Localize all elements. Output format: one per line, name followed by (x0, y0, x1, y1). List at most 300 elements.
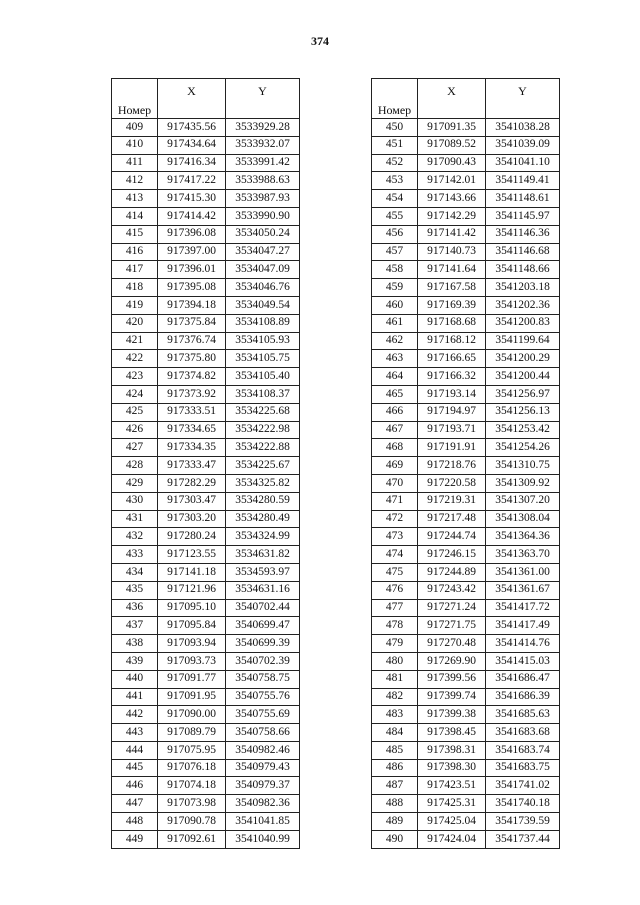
cell-y: 3533987.93 (226, 190, 300, 208)
cell-y: 3534225.68 (226, 403, 300, 421)
cell-y: 3534631.82 (226, 546, 300, 564)
cell-number: 456 (372, 225, 418, 243)
table-row (112, 225, 300, 243)
cell-number: 420 (112, 314, 158, 332)
cell-x: 917414.42 (158, 207, 226, 225)
table-row (372, 385, 560, 403)
cell-number: 441 (112, 688, 158, 706)
cell-x: 917166.65 (418, 350, 486, 368)
cell-number: 427 (112, 439, 158, 457)
cell-x: 917168.12 (418, 332, 486, 350)
cell-y: 3533991.42 (226, 154, 300, 172)
cell-y: 3541039.09 (486, 136, 560, 154)
table-row (112, 403, 300, 421)
table-row (372, 830, 560, 848)
cell-number: 411 (112, 154, 158, 172)
cell-number: 463 (372, 350, 418, 368)
cell-x: 917075.95 (158, 741, 226, 759)
cell-number: 471 (372, 492, 418, 510)
cell-x: 917193.14 (418, 385, 486, 403)
cell-number: 484 (372, 724, 418, 742)
table-row (372, 119, 560, 137)
cell-x: 917375.84 (158, 314, 226, 332)
table-row (372, 581, 560, 599)
table-row (112, 581, 300, 599)
table-row (372, 243, 560, 261)
cell-x: 917093.94 (158, 635, 226, 653)
cell-x: 917091.77 (158, 670, 226, 688)
cell-number: 442 (112, 706, 158, 724)
cell-number: 440 (112, 670, 158, 688)
cell-x: 917121.96 (158, 581, 226, 599)
table-row (372, 474, 560, 492)
cell-number: 461 (372, 314, 418, 332)
cell-x: 917193.71 (418, 421, 486, 439)
cell-x: 917091.95 (158, 688, 226, 706)
cell-number: 450 (372, 119, 418, 137)
cell-x: 917399.56 (418, 670, 486, 688)
cell-y: 3541683.75 (486, 759, 560, 777)
cell-y: 3540702.39 (226, 652, 300, 670)
cell-y: 3534108.37 (226, 385, 300, 403)
cell-x: 917141.42 (418, 225, 486, 243)
cell-number: 445 (112, 759, 158, 777)
table-row (112, 759, 300, 777)
cell-x: 917269.90 (418, 652, 486, 670)
cell-x: 917140.73 (418, 243, 486, 261)
cell-x: 917280.24 (158, 528, 226, 546)
cell-x: 917271.75 (418, 617, 486, 635)
cell-number: 423 (112, 368, 158, 386)
coordinates-table-right (371, 78, 560, 849)
cell-x: 917396.08 (158, 225, 226, 243)
cell-y: 3541041.10 (486, 154, 560, 172)
cell-y: 3541310.75 (486, 457, 560, 475)
cell-number: 472 (372, 510, 418, 528)
cell-y: 3541363.70 (486, 546, 560, 564)
cell-number: 421 (112, 332, 158, 350)
table-row (112, 724, 300, 742)
cell-x: 917191.91 (418, 439, 486, 457)
cell-y: 3534047.09 (226, 261, 300, 279)
table-row (112, 474, 300, 492)
table-row (112, 368, 300, 386)
cell-number: 431 (112, 510, 158, 528)
cell-x: 917282.29 (158, 474, 226, 492)
cell-y: 3541683.74 (486, 741, 560, 759)
table-row (372, 759, 560, 777)
table-row (372, 724, 560, 742)
cell-y: 3541741.02 (486, 777, 560, 795)
cell-x: 917166.32 (418, 368, 486, 386)
table-row (112, 777, 300, 795)
table-header-row (372, 79, 560, 119)
cell-number: 473 (372, 528, 418, 546)
cell-x: 917376.74 (158, 332, 226, 350)
table-row (372, 510, 560, 528)
cell-number: 425 (112, 403, 158, 421)
cell-number: 451 (372, 136, 418, 154)
cell-y: 3534631.16 (226, 581, 300, 599)
table-row (112, 492, 300, 510)
table-row (112, 546, 300, 564)
cell-number: 462 (372, 332, 418, 350)
table-row (372, 652, 560, 670)
cell-y: 3534105.93 (226, 332, 300, 350)
cell-x: 917398.31 (418, 741, 486, 759)
cell-number: 489 (372, 813, 418, 831)
cell-number: 433 (112, 546, 158, 564)
table-row (372, 332, 560, 350)
cell-y: 3541200.44 (486, 368, 560, 386)
cell-y: 3534324.99 (226, 528, 300, 546)
cell-x: 917074.18 (158, 777, 226, 795)
cell-number: 458 (372, 261, 418, 279)
cell-x: 917415.30 (158, 190, 226, 208)
cell-y: 3541417.72 (486, 599, 560, 617)
table-row (112, 119, 300, 137)
cell-x: 917425.31 (418, 795, 486, 813)
table-row (372, 670, 560, 688)
cell-y: 3534049.54 (226, 296, 300, 314)
column-header-number: Номер (112, 79, 158, 119)
cell-x: 917090.78 (158, 813, 226, 831)
table-row (372, 207, 560, 225)
cell-y: 3541146.36 (486, 225, 560, 243)
cell-y: 3541256.97 (486, 385, 560, 403)
table-row (372, 528, 560, 546)
table-row (372, 421, 560, 439)
cell-y: 3534280.49 (226, 510, 300, 528)
cell-y: 3541203.18 (486, 279, 560, 297)
cell-number: 485 (372, 741, 418, 759)
cell-x: 917424.04 (418, 830, 486, 848)
cell-y: 3541685.63 (486, 706, 560, 724)
table-row (372, 154, 560, 172)
cell-y: 3541740.18 (486, 795, 560, 813)
cell-y: 3540758.66 (226, 724, 300, 742)
table-row (112, 457, 300, 475)
cell-y: 3533990.90 (226, 207, 300, 225)
cell-x: 917092.61 (158, 830, 226, 848)
cell-y: 3541737.44 (486, 830, 560, 848)
table-row (372, 190, 560, 208)
cell-y: 3541148.61 (486, 190, 560, 208)
cell-x: 917375.80 (158, 350, 226, 368)
cell-y: 3541686.47 (486, 670, 560, 688)
table-row (372, 261, 560, 279)
cell-y: 3534046.76 (226, 279, 300, 297)
cell-number: 409 (112, 119, 158, 137)
cell-x: 917095.84 (158, 617, 226, 635)
cell-x: 917398.30 (418, 759, 486, 777)
cell-x: 917244.74 (418, 528, 486, 546)
cell-number: 457 (372, 243, 418, 261)
cell-number: 438 (112, 635, 158, 653)
cell-number: 434 (112, 563, 158, 581)
table-row (372, 777, 560, 795)
cell-y: 3534105.75 (226, 350, 300, 368)
cell-number: 453 (372, 172, 418, 190)
cell-number: 413 (112, 190, 158, 208)
cell-y: 3540699.39 (226, 635, 300, 653)
table-row (112, 279, 300, 297)
table-row (112, 190, 300, 208)
cell-y: 3541309.92 (486, 474, 560, 492)
cell-x: 917270.48 (418, 635, 486, 653)
cell-number: 416 (112, 243, 158, 261)
cell-y: 3541145.97 (486, 207, 560, 225)
cell-y: 3533988.63 (226, 172, 300, 190)
table-row (112, 706, 300, 724)
cell-number: 467 (372, 421, 418, 439)
cell-y: 3541307.20 (486, 492, 560, 510)
table-row (372, 617, 560, 635)
cell-x: 917417.22 (158, 172, 226, 190)
cell-number: 480 (372, 652, 418, 670)
table-row (112, 172, 300, 190)
cell-x: 917394.18 (158, 296, 226, 314)
cell-y: 3533929.28 (226, 119, 300, 137)
cell-number: 468 (372, 439, 418, 457)
cell-x: 917217.48 (418, 510, 486, 528)
table-row (112, 813, 300, 831)
cell-number: 444 (112, 741, 158, 759)
table-row (112, 207, 300, 225)
cell-x: 917143.66 (418, 190, 486, 208)
cell-y: 3534280.59 (226, 492, 300, 510)
cell-x: 917169.39 (418, 296, 486, 314)
cell-y: 3540982.46 (226, 741, 300, 759)
cell-x: 917073.98 (158, 795, 226, 813)
cell-number: 412 (112, 172, 158, 190)
table-row (112, 243, 300, 261)
cell-x: 917244.89 (418, 563, 486, 581)
cell-number: 436 (112, 599, 158, 617)
column-header-x: X (158, 79, 226, 119)
cell-y: 3541686.39 (486, 688, 560, 706)
cell-x: 917093.73 (158, 652, 226, 670)
table-row (112, 136, 300, 154)
cell-y: 3541200.29 (486, 350, 560, 368)
cell-y: 3541415.03 (486, 652, 560, 670)
cell-number: 464 (372, 368, 418, 386)
table-row (372, 635, 560, 653)
cell-number: 466 (372, 403, 418, 421)
table-row (112, 617, 300, 635)
table-row (372, 492, 560, 510)
cell-y: 3534105.40 (226, 368, 300, 386)
table-row (112, 563, 300, 581)
cell-number: 447 (112, 795, 158, 813)
table-row (112, 528, 300, 546)
cell-number: 482 (372, 688, 418, 706)
table-row (372, 314, 560, 332)
cell-number: 439 (112, 652, 158, 670)
table-row (112, 314, 300, 332)
cell-x: 917334.35 (158, 439, 226, 457)
cell-x: 917243.42 (418, 581, 486, 599)
cell-number: 483 (372, 706, 418, 724)
cell-y: 3541414.76 (486, 635, 560, 653)
table-row (112, 261, 300, 279)
cell-number: 415 (112, 225, 158, 243)
table-row (372, 706, 560, 724)
cell-number: 452 (372, 154, 418, 172)
cell-y: 3540979.37 (226, 777, 300, 795)
cell-number: 470 (372, 474, 418, 492)
cell-number: 465 (372, 385, 418, 403)
table-row (112, 741, 300, 759)
table-row (112, 510, 300, 528)
table-row (372, 813, 560, 831)
cell-y: 3541254.26 (486, 439, 560, 457)
cell-x: 917396.01 (158, 261, 226, 279)
cell-x: 917303.47 (158, 492, 226, 510)
cell-x: 917333.47 (158, 457, 226, 475)
cell-x: 917416.34 (158, 154, 226, 172)
cell-y: 3541200.83 (486, 314, 560, 332)
cell-y: 3534222.98 (226, 421, 300, 439)
cell-number: 443 (112, 724, 158, 742)
cell-number: 490 (372, 830, 418, 848)
cell-y: 3534593.97 (226, 563, 300, 581)
table-row (112, 332, 300, 350)
cell-x: 917142.29 (418, 207, 486, 225)
cell-y: 3541739.59 (486, 813, 560, 831)
cell-number: 424 (112, 385, 158, 403)
column-header-y: Y (226, 79, 300, 119)
cell-y: 3541256.13 (486, 403, 560, 421)
table-row (372, 688, 560, 706)
cell-x: 917095.10 (158, 599, 226, 617)
cell-x: 917397.00 (158, 243, 226, 261)
cell-number: 428 (112, 457, 158, 475)
cell-number: 478 (372, 617, 418, 635)
cell-y: 3541199.64 (486, 332, 560, 350)
cell-number: 477 (372, 599, 418, 617)
cell-number: 449 (112, 830, 158, 848)
table-row (112, 421, 300, 439)
cell-y: 3540758.75 (226, 670, 300, 688)
cell-y: 3540699.47 (226, 617, 300, 635)
cell-number: 446 (112, 777, 158, 795)
cell-number: 418 (112, 279, 158, 297)
cell-number: 460 (372, 296, 418, 314)
cell-x: 917089.52 (418, 136, 486, 154)
cell-y: 3541361.67 (486, 581, 560, 599)
cell-y: 3540982.36 (226, 795, 300, 813)
table-header-row (112, 79, 300, 119)
cell-x: 917123.55 (158, 546, 226, 564)
table-row (372, 795, 560, 813)
cell-y: 3541149.41 (486, 172, 560, 190)
table-row (112, 599, 300, 617)
cell-y: 3541041.85 (226, 813, 300, 831)
table-row (372, 296, 560, 314)
cell-number: 475 (372, 563, 418, 581)
cell-number: 487 (372, 777, 418, 795)
table-row (112, 350, 300, 368)
cell-number: 419 (112, 296, 158, 314)
cell-x: 917303.20 (158, 510, 226, 528)
table-row (112, 154, 300, 172)
cell-x: 917091.35 (418, 119, 486, 137)
cell-x: 917090.43 (418, 154, 486, 172)
cell-x: 917167.58 (418, 279, 486, 297)
table-row (372, 741, 560, 759)
cell-number: 481 (372, 670, 418, 688)
table-row (372, 563, 560, 581)
cell-y: 3541683.68 (486, 724, 560, 742)
cell-y: 3541361.00 (486, 563, 560, 581)
cell-number: 454 (372, 190, 418, 208)
table-row (112, 296, 300, 314)
cell-number: 476 (372, 581, 418, 599)
cell-y: 3541148.66 (486, 261, 560, 279)
cell-x: 917435.56 (158, 119, 226, 137)
table-row (372, 279, 560, 297)
cell-y: 3541202.36 (486, 296, 560, 314)
table-row (372, 368, 560, 386)
table-row (372, 599, 560, 617)
table-row (372, 225, 560, 243)
cell-y: 3540702.44 (226, 599, 300, 617)
table-row (372, 403, 560, 421)
cell-number: 426 (112, 421, 158, 439)
cell-x: 917076.18 (158, 759, 226, 777)
column-header-y: Y (486, 79, 560, 119)
cell-y: 3540755.69 (226, 706, 300, 724)
column-header-x: X (418, 79, 486, 119)
cell-x: 917218.76 (418, 457, 486, 475)
cell-y: 3533932.07 (226, 136, 300, 154)
cell-x: 917333.51 (158, 403, 226, 421)
column-header-number: Номер (372, 79, 418, 119)
cell-x: 917398.45 (418, 724, 486, 742)
cell-number: 486 (372, 759, 418, 777)
cell-number: 474 (372, 546, 418, 564)
cell-number: 417 (112, 261, 158, 279)
cell-number: 437 (112, 617, 158, 635)
cell-y: 3541417.49 (486, 617, 560, 635)
table-row (372, 136, 560, 154)
cell-number: 414 (112, 207, 158, 225)
cell-x: 917219.31 (418, 492, 486, 510)
table-row (372, 439, 560, 457)
cell-y: 3540979.43 (226, 759, 300, 777)
cell-y: 3540755.76 (226, 688, 300, 706)
cell-y: 3534222.88 (226, 439, 300, 457)
cell-number: 429 (112, 474, 158, 492)
coordinates-table-left (111, 78, 300, 849)
cell-y: 3541308.04 (486, 510, 560, 528)
cell-y: 3534047.27 (226, 243, 300, 261)
cell-x: 917220.58 (418, 474, 486, 492)
cell-x: 917423.51 (418, 777, 486, 795)
cell-x: 917141.64 (418, 261, 486, 279)
cell-x: 917434.64 (158, 136, 226, 154)
cell-number: 469 (372, 457, 418, 475)
table-row (112, 439, 300, 457)
cell-x: 917194.97 (418, 403, 486, 421)
cell-number: 455 (372, 207, 418, 225)
cell-x: 917399.38 (418, 706, 486, 724)
cell-x: 917090.00 (158, 706, 226, 724)
cell-x: 917271.24 (418, 599, 486, 617)
cell-y: 3534050.24 (226, 225, 300, 243)
cell-x: 917246.15 (418, 546, 486, 564)
